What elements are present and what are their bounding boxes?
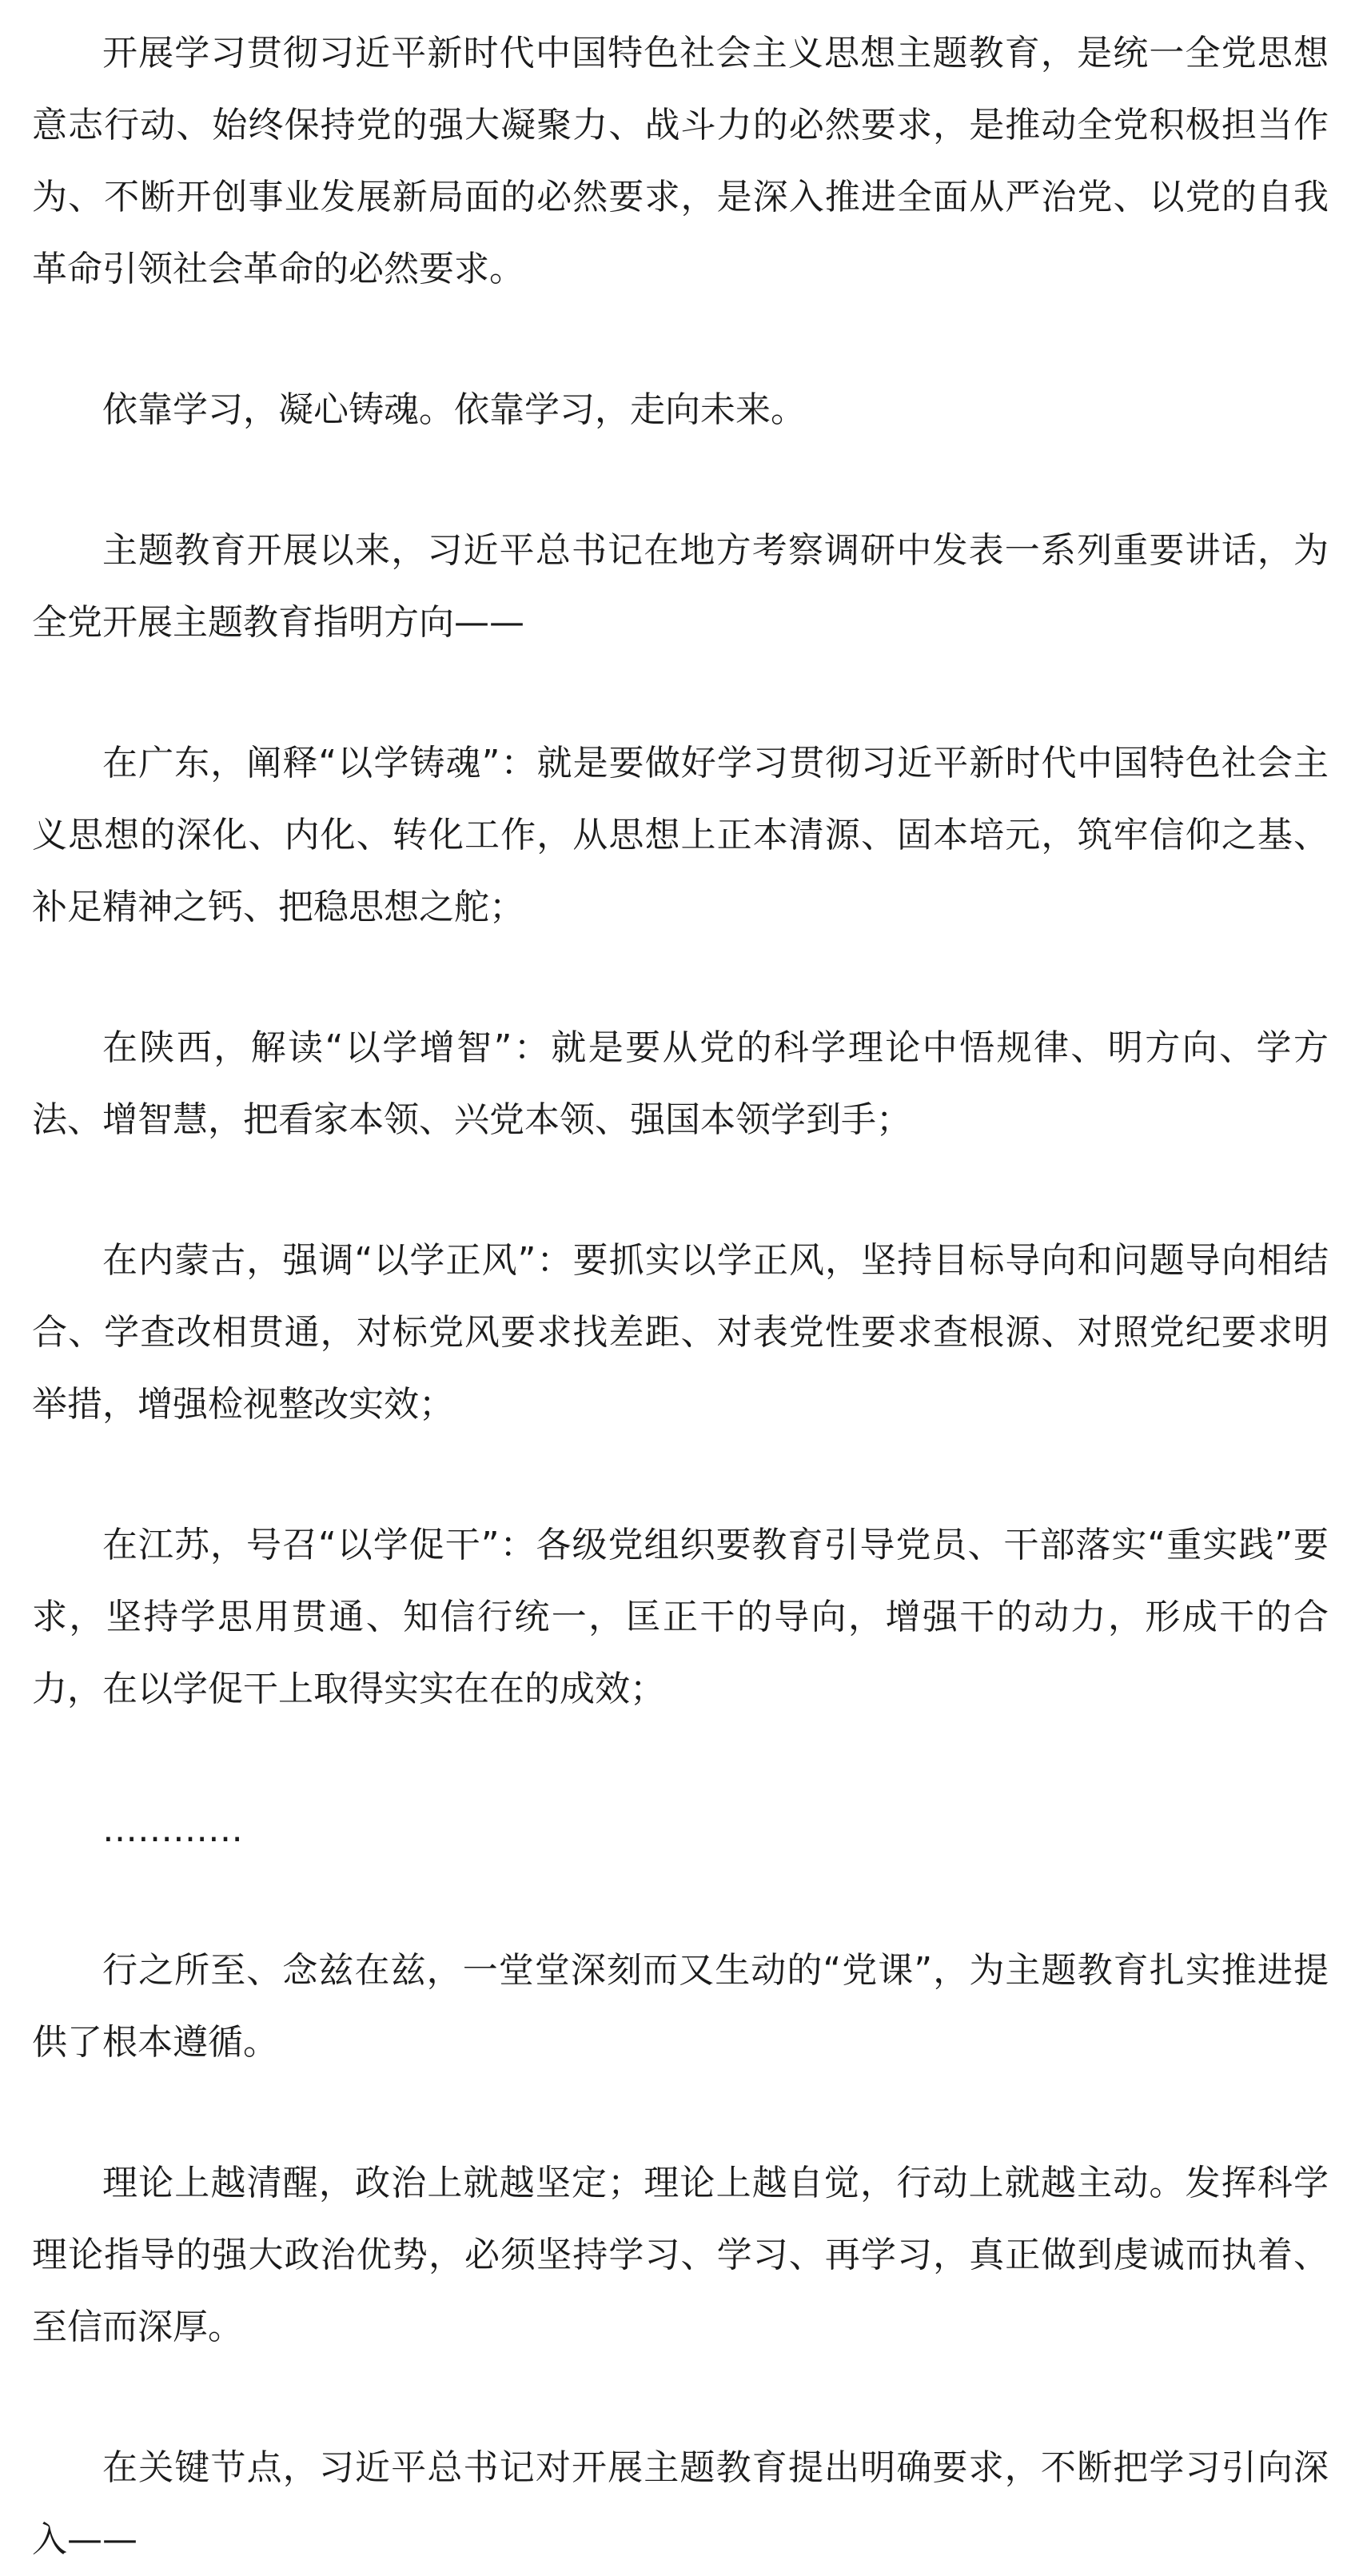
paragraph-theme-education: 主题教育开展以来，习近平总书记在地方考察调研中发表一系列重要讲话，为全党开展主题教育指明方向—— <box>32 530 1329 643</box>
paragraph-jiangsu: 在江苏，号召“以学促干”：各级党组织要教育引导党员、干部落实“重实践”要求，坚持学思用贯通、知信行统一，匡正干的导向，增强干的动力，形成干的合力，在以学促干上取得实实在在的成效； <box>32 1525 1329 1709</box>
article-body <box>32 18 1329 2576</box>
paragraph-key-moment: 在关键节点，习近平总书记对开展主题教育提出明确要求，不断把学习引向深入—— <box>32 2447 1329 2560</box>
paragraph-theory: 理论上越清醒，政治上就越坚定；理论上越自觉，行动上就越主动。发挥科学理论指导的强大政治优势，必须坚持学习、学习、再学习，真正做到虔诚而执着、至信而深厚。 <box>32 2163 1329 2347</box>
paragraph-intro: 开展学习贯彻习近平新时代中国特色社会主义思想主题教育，是统一全党思想意志行动、始终保持党的强大凝聚力、战斗力的必然要求，是推动全党积极担当作为、不断开创事业发展新局面的必然要求，是深入推进全面从严治党、以党的自我革命引领社会革命的必然要求。 <box>32 33 1329 289</box>
paragraph-inner-mongolia: 在内蒙古，强调“以学正风”：要抓实以学正风，坚持目标导向和问题导向相结合、学查改相贯通，对标党风要求找差距、对表党性要求查根源、对照党纪要求明举措，增强检视整改实效； <box>32 1240 1329 1425</box>
paragraph-ellipsis: ………… <box>102 1809 243 1850</box>
paragraph-study: 依靠学习，凝心铸魂。依靠学习，走向未来。 <box>102 389 806 430</box>
paragraph-shaanxi: 在陕西，解读“以学增智”：就是要从党的科学理论中悟规律、明方向、学方法、增智慧，把看家本领、兴党本领、强国本领学到手； <box>32 1027 1329 1140</box>
paragraph-guangdong: 在广东，阐释“以学铸魂”：就是要做好学习贯彻习近平新时代中国特色社会主义思想的深化、内化、转化工作，从思想上正本清源、固本培元，筑牢信仰之基、补足精神之钙、把稳思想之舵； <box>32 743 1329 927</box>
paragraph-party-lesson: 行之所至、念兹在兹，一堂堂深刻而又生动的“党课”，为主题教育扎实推进提供了根本遵循。 <box>32 1950 1329 2063</box>
